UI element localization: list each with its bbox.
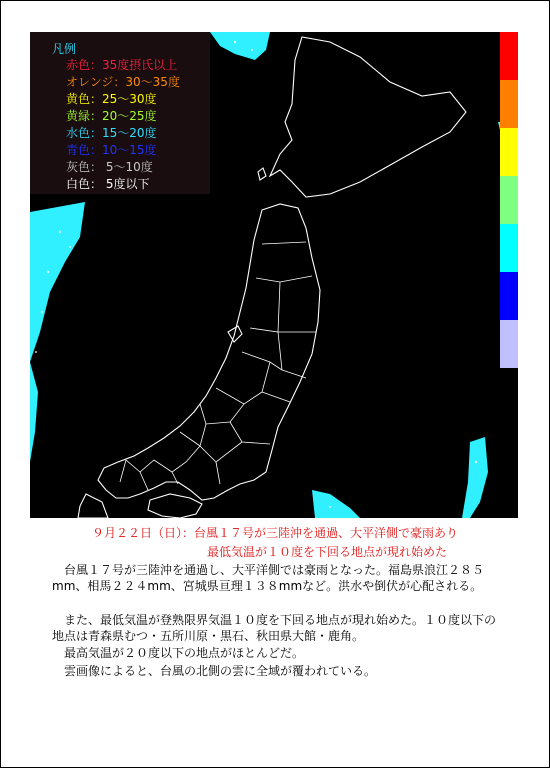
legend-row-white: 白色： 5度以下 [66,177,150,191]
legend-row-yellow: 黄色：25～30度 [66,92,157,106]
body-paragraph-4: 雲画像によると、台風の北側の雲に全域が覆われている。 [64,664,377,678]
body-paragraph-3: 最高気温が２０度以下の地点がほとんどだ。 [64,646,305,660]
colorbar-yellow [500,128,518,176]
legend-box [30,32,210,194]
legend-row-lightblue: 水色：15～20度 [66,126,157,140]
color-scale-bar [500,32,518,368]
colorbar-lightblue [500,224,518,272]
colorbar-yellowgreen [500,176,518,224]
legend-row-blue: 青色：10～15度 [66,143,157,157]
colorbar-gray [500,320,518,368]
body-paragraph-1: 台風１７号が三陸沖を通過し、大平洋側では豪雨となった。福島県浪江２８５mm、相馬２２４mm、宮城県亘理１３８mmなど。洪水や倒伏が心配される。 [52,563,485,593]
legend-row-red: 赤色：35度摂氏以上 [66,58,178,72]
legend-title: 凡例 [52,42,77,56]
legend-row-yellowgreen: 黄緑：20～25度 [66,109,157,123]
headline-line2: 最低気温が１０度を下回る地点が現れ始めた [206,545,447,559]
prefecture-borders [120,242,316,490]
colorbar-orange [500,80,518,128]
legend-row-gray: 灰色： 5～10度 [66,160,153,174]
headline-line1: ９月２２日（日）：台風１７号が三陸沖を通過、大平洋側で豪雨あり [91,526,458,540]
colorbar-blue [500,272,518,320]
legend-row-orange: オレンジ：30～35度 [66,75,180,89]
colorbar-red [500,32,518,80]
body-paragraph-2: また、最低気温が登熟限界気温１０度を下回る地点が現れ始めた。１０度以下の地点は青森県むつ・五所川原・黒石、秋田県大館・鹿角。 [52,613,497,643]
